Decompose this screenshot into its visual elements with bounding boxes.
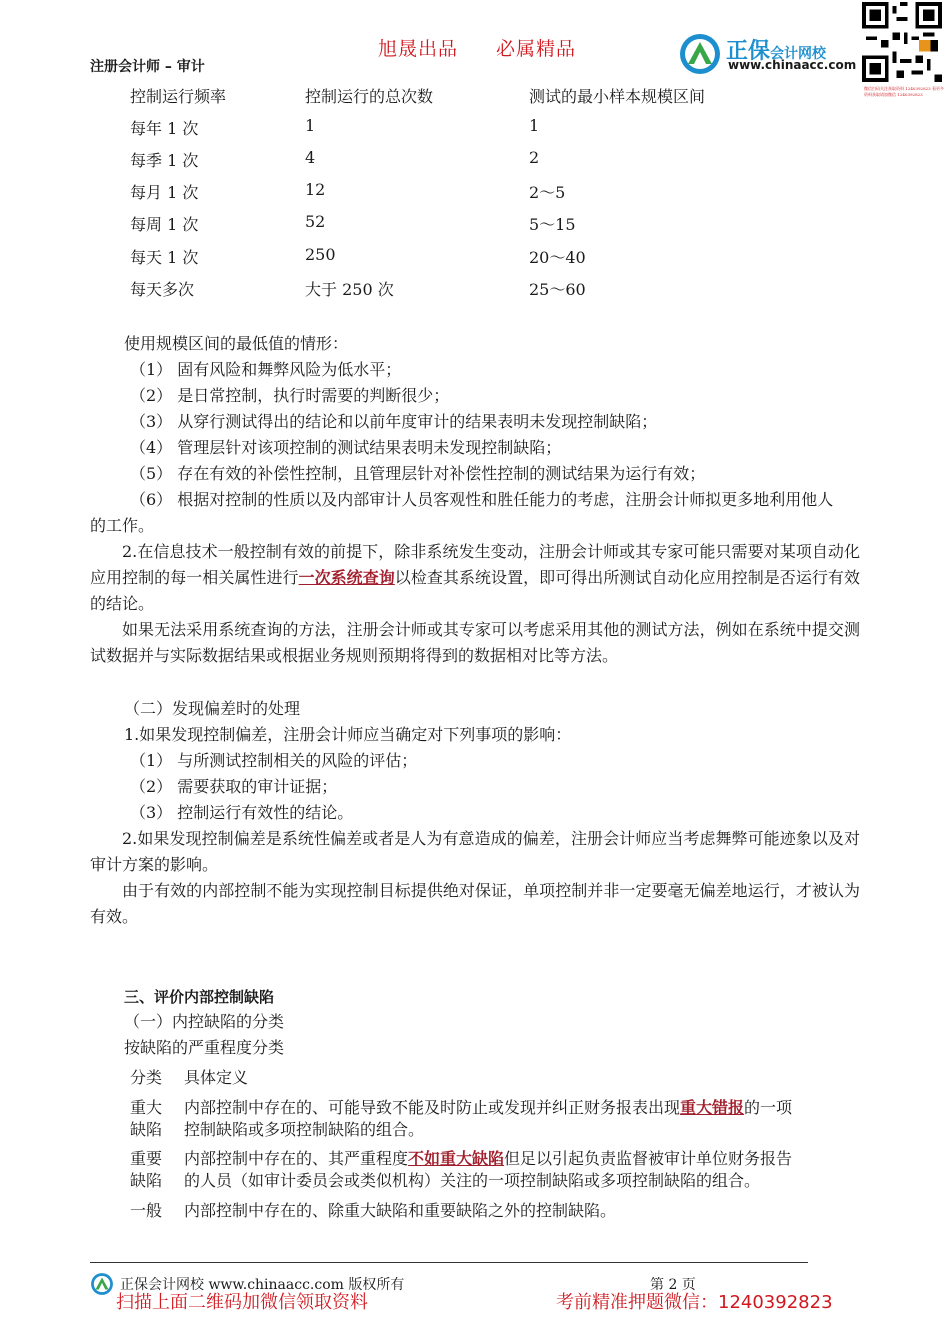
defect-type-significant-l2: 缺陷 xyxy=(130,1171,163,1190)
table-header-row xyxy=(0,84,950,110)
cell-total: 1 xyxy=(305,116,316,135)
cell-frequency: 每天多次 xyxy=(130,280,195,299)
list-item: （5） 存在有效的补偿性控制，且管理层针对补偿性控制的测试结果为运行有效； xyxy=(130,464,706,483)
cell-total: 52 xyxy=(305,212,326,231)
list-item: （3） 控制运行有效性的结论。 xyxy=(130,803,354,822)
col-header-frequency: 控制运行频率 xyxy=(130,87,227,106)
keyword-system-query[interactable]: 一次系统查询 xyxy=(298,568,395,587)
cell-frequency: 每天 1 次 xyxy=(130,248,199,267)
cell-total: 250 xyxy=(305,245,336,264)
paragraph-it-controls xyxy=(90,539,860,617)
page-number: 第 2 页 xyxy=(650,1277,696,1293)
deviation-paragraph-1: 1.如果发现控制偏差，注册会计师应当确定对下列事项的影响： xyxy=(124,725,572,744)
cell-frequency: 每月 1 次 xyxy=(130,183,199,202)
definition-text: 内部控制中存在的、可能导致不能及时防止或发现并纠正财务报表出现 xyxy=(184,1098,681,1117)
cell-total: 12 xyxy=(305,180,326,199)
promo-left: 扫描上面二维码加微信领取资料 xyxy=(116,1292,368,1313)
doc-subject: 注册会计师 – 审计 xyxy=(90,59,205,75)
cell-sample-range: 5～15 xyxy=(529,215,576,234)
cell-sample-range: 20～40 xyxy=(529,248,586,267)
list-item: （1） 与所测试控制相关的风险的评估； xyxy=(130,751,418,770)
section-title-defects: 三、评价内部控制缺陷 xyxy=(124,988,275,1006)
paragraph-text: 2.在信息技术一般控制有效的前提下，除非系统发生变动，注册会计师或其专家可能只需要对某项自动化应用控制的每一相关属性进行 xyxy=(90,542,860,587)
col-header-total: 控制运行的总次数 xyxy=(305,87,434,106)
cell-sample-range: 2 xyxy=(529,148,540,167)
footer-logo-icon xyxy=(90,1272,114,1296)
qr-code-icon[interactable] xyxy=(862,2,942,82)
classification-intro: 按缺陷的严重程度分类 xyxy=(124,1038,285,1057)
defect-def-major-l2: 控制缺陷或多项控制缺陷的组合。 xyxy=(184,1120,425,1139)
table-row xyxy=(0,116,950,142)
col-header-sample-range: 测试的最小样本规模区间 xyxy=(529,87,706,106)
defect-type-general: 一般 xyxy=(130,1201,163,1220)
logo-name-main: 正保 xyxy=(726,39,771,64)
paragraph-text: 以检查其系统设置，即可得出所测试自动化应用控制是否运行有效的结论。 xyxy=(90,568,860,613)
section-title-deviation: （二）发现偏差时的处理 xyxy=(124,699,301,718)
defect-type-major-l1: 重大 xyxy=(130,1098,163,1117)
deviation-paragraph-3: 由于有效的内部控制不能为实现控制目标提供绝对保证，单项控制并非一定要毫无偏差地运行，才被认为有效。 xyxy=(90,881,860,926)
defect-type-significant-l1: 重要 xyxy=(130,1149,163,1168)
keyword-material-misstatement[interactable]: 重大错报 xyxy=(680,1098,745,1117)
subsection-title-classification: （一）内控缺陷的分类 xyxy=(124,1012,285,1031)
cell-sample-range: 1 xyxy=(529,116,540,135)
paragraph-alternative-method: 如果无法采用系统查询的方法，注册会计师或其专家可以考虑采用其他的测试方法，例如在系统中提交测试数据并与实际数据结果或根据业务规则预期将得到的数据相对比等方法。 xyxy=(90,620,860,665)
table-row xyxy=(0,277,950,303)
logo-name-suffix: 会计网校 xyxy=(770,46,827,62)
definition-text: 内部控制中存在的、其严重程度 xyxy=(184,1149,409,1168)
list-item-continuation: 的工作。 xyxy=(90,516,155,535)
footer-copyright: 正保会计网校 www.chinaacc.com 版权所有 xyxy=(120,1277,405,1293)
list-item: （2） 需要获取的审计证据； xyxy=(130,777,338,796)
table-row xyxy=(0,212,950,238)
cell-frequency: 每周 1 次 xyxy=(130,215,199,234)
defect-col-header-definition: 具体定义 xyxy=(184,1068,249,1087)
cell-sample-range: 2～5 xyxy=(529,183,566,202)
definition-text: 的一项 xyxy=(744,1098,793,1117)
cell-frequency: 每季 1 次 xyxy=(130,151,199,170)
cell-total: 4 xyxy=(305,148,316,167)
table-row xyxy=(0,148,950,174)
defect-type-major-l2: 缺陷 xyxy=(130,1120,163,1139)
promo-right: 考前精准押题微信：1240392823 xyxy=(556,1292,833,1313)
defect-col-header-type: 分类 xyxy=(130,1068,163,1087)
defect-def-significant-l2: 的人员（如审计委员会或类似机构）关注的一项控制缺陷或多项控制缺陷的组合。 xyxy=(184,1171,761,1190)
table-row xyxy=(0,180,950,206)
logo-url: www.chinaacc.com xyxy=(728,58,857,72)
footer-divider xyxy=(90,1262,808,1263)
qr-caption: 微信扫码关注获取资料 1240392823 看更多资料获取请加微信 1240392823 xyxy=(864,86,944,97)
header-slogan-right: 必属精品 xyxy=(496,38,577,60)
logo-mark-icon xyxy=(678,32,722,76)
defect-def-general: 内部控制中存在的、除重大缺陷和重要缺陷之外的控制缺陷。 xyxy=(184,1201,617,1220)
cell-frequency: 每年 1 次 xyxy=(130,119,199,138)
list-item: （6） 根据对控制的性质以及内部审计人员客观性和胜任能力的考虑，注册会计师拟更多地利用他人 xyxy=(130,490,834,509)
table-row xyxy=(0,245,950,271)
brand-logo[interactable] xyxy=(678,30,858,76)
list-item: （2） 是日常控制，执行时需要的判断很少； xyxy=(130,386,450,405)
list-item: （1） 固有风险和舞弊风险为低水平； xyxy=(130,360,402,379)
cell-total: 大于 250 次 xyxy=(305,280,394,299)
header-slogan-left: 旭晟出品 xyxy=(378,38,459,60)
list-item: （3） 从穿行测试得出的结论和以前年度审计的结果表明未发现控制缺陷； xyxy=(130,412,658,431)
keyword-less-than-major[interactable]: 不如重大缺陷 xyxy=(408,1149,505,1168)
definition-text: 但足以引起负责监督被审计单位财务报告 xyxy=(504,1149,793,1168)
deviation-paragraph-2: 2.如果发现控制偏差是系统性偏差或者是人为有意造成的偏差，注册会计师应当考虑舞弊可能迹象以及对审计方案的影响。 xyxy=(90,829,860,874)
cell-sample-range: 25～60 xyxy=(529,280,586,299)
lowest-value-intro: 使用规模区间的最低值的情形： xyxy=(124,334,349,353)
list-item: （4） 管理层针对该项控制的测试结果表明未发现控制缺陷； xyxy=(130,438,562,457)
